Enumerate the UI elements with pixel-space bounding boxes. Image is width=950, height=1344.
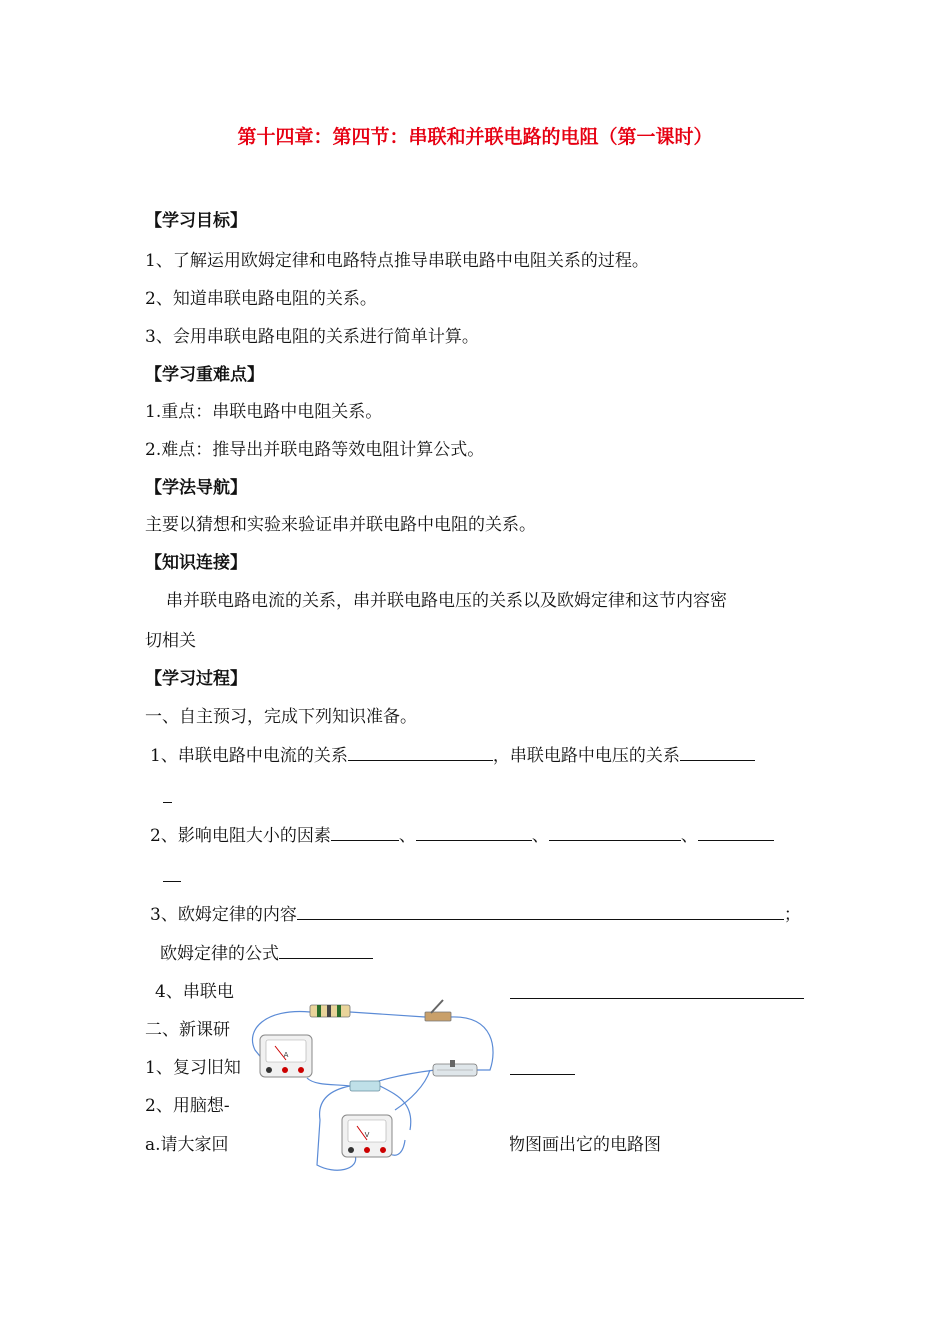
- item-a-start: a.请大家回: [145, 1135, 229, 1155]
- key-item: 2.难点：推导出并联电路等效电阻计算公式。: [145, 440, 485, 460]
- question-3-formula: 欧姆定律的公式: [160, 941, 373, 965]
- link-text: 串并联电路电流的关系，串并联电路电压的关系以及欧姆定律和这节内容密: [166, 591, 727, 611]
- method-text: 主要以猜想和实验来验证串并联电路中电阻的关系。: [145, 515, 536, 535]
- goal-item: 1、了解运用欧姆定律和电路特点推导串联电路中电阻关系的过程。: [145, 251, 649, 271]
- voltmeter-icon: [342, 1115, 392, 1157]
- answer-blank-continuation: [163, 785, 172, 809]
- answer-blank[interactable]: [680, 743, 755, 761]
- item-a-end: 物图画出它的电路图: [508, 1135, 661, 1155]
- guess-item: 2、用脑想-: [145, 1096, 230, 1116]
- question-4: 4、串联电: [155, 982, 234, 1002]
- review-item: 1、复习旧知: [145, 1058, 241, 1078]
- goal-item: 3、会用串联电路电阻的关系进行简单计算。: [145, 327, 479, 347]
- question-3: 3、欧姆定律的内容 ；: [150, 902, 801, 926]
- key-heading: 【学习重难点】: [145, 365, 264, 385]
- link-text: 切相关: [145, 631, 196, 651]
- ammeter-label: A: [283, 1051, 289, 1059]
- answer-blank-continuation: [163, 864, 181, 888]
- answer-blank[interactable]: [508, 1057, 575, 1081]
- answer-blank[interactable]: [698, 823, 774, 841]
- rheostat-icon: [433, 1060, 477, 1076]
- answer-blank[interactable]: [508, 981, 804, 1005]
- page-title: 第十四章：第四节：串联和并联电路的电阻（第一课时）: [237, 126, 713, 148]
- resistor-icon: [310, 1005, 350, 1017]
- process-intro: 一、自主预习，完成下列知识准备。: [145, 707, 417, 727]
- circuit-diagram: [245, 990, 510, 1180]
- voltmeter-label: V: [364, 1131, 370, 1139]
- question-2: 2、影响电阻大小的因素 、 、 、: [150, 823, 774, 847]
- goals-heading: 【学习目标】: [145, 211, 247, 231]
- method-heading: 【学法导航】: [145, 478, 247, 498]
- link-heading: 【知识连接】: [145, 553, 247, 573]
- question-1: 1、串联电路中电流的关系 ，串联电路中电压的关系: [150, 743, 755, 767]
- answer-blank[interactable]: [279, 941, 373, 959]
- battery-icon: [350, 1081, 380, 1091]
- new-lesson-heading: 二、新课研: [145, 1020, 230, 1040]
- answer-blank[interactable]: [331, 823, 399, 841]
- key-item: 1.重点：串联电路中电阻关系。: [145, 402, 383, 422]
- ammeter-icon: [260, 1035, 312, 1077]
- answer-blank[interactable]: [348, 743, 493, 761]
- goal-item: 2、知道串联电路电阻的关系。: [145, 289, 377, 309]
- answer-blank[interactable]: [549, 823, 681, 841]
- answer-blank[interactable]: [297, 902, 784, 920]
- answer-blank[interactable]: [416, 823, 532, 841]
- switch-icon: [425, 1000, 451, 1021]
- process-heading: 【学习过程】: [145, 669, 247, 689]
